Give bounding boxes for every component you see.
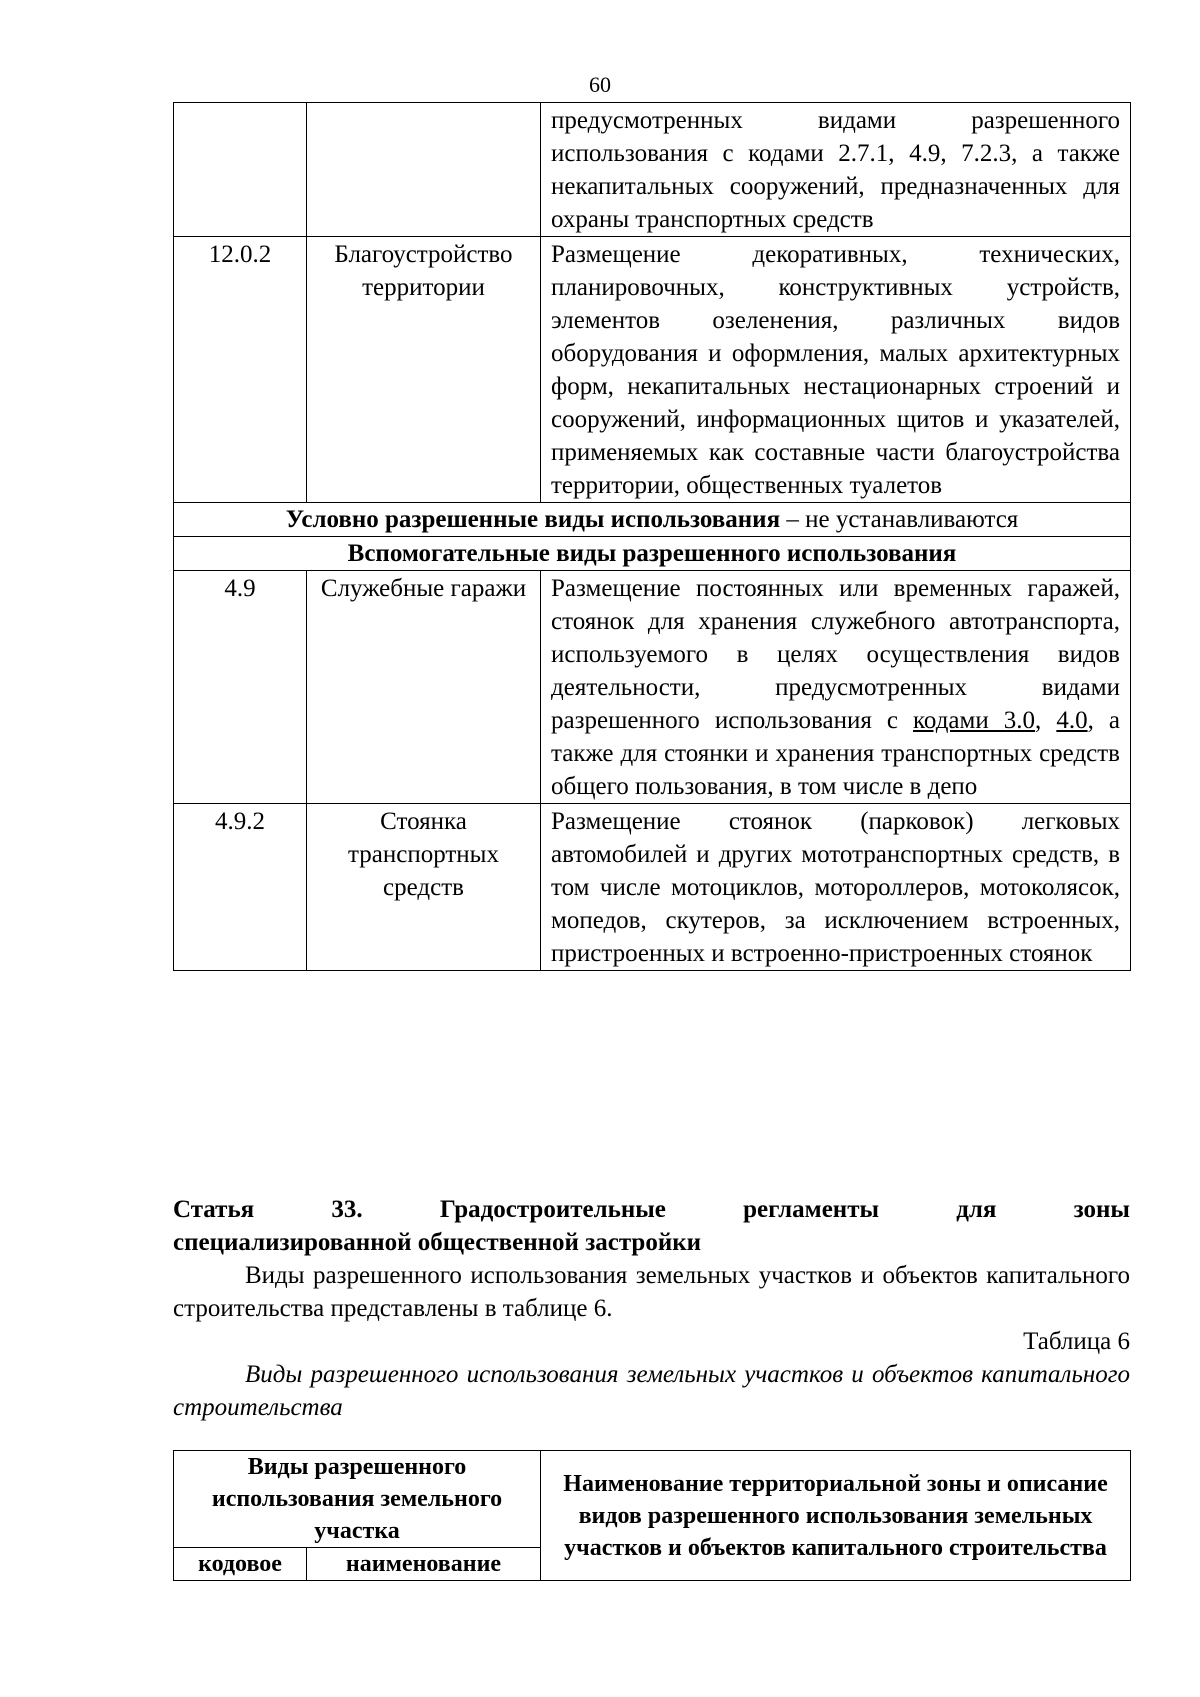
section-row-conditional (174, 503, 1131, 537)
table-row (174, 804, 1131, 971)
description-cell: Размещение стоянок (парковок) легковых автомобилей и других мототранспортных средств, в том числе мотоциклов, мотороллеров, мотоколясок, мопедов, скутеров, за исключением встроенных, пристроенных и встроенно-пристроенных стоянок (541, 804, 1131, 971)
table-row (174, 571, 1131, 804)
code-cell: 4.9.2 (174, 804, 307, 971)
conditional-uses-label: Условно разрешенные виды использования (285, 506, 781, 533)
title-word: зоны (1073, 1196, 1130, 1223)
article-title (173, 1193, 1130, 1259)
name-cell: Стоянка транспортных средств (307, 804, 541, 971)
description-text: , а также для стоянки и хранения транспортных средств общего пользования, в том числе в депо (551, 707, 1120, 800)
description-header-cell: Наименование территориальной зоны и описание видов разрешенного использования земельных участков и объектов капитального строительства (541, 1451, 1131, 1581)
article-title-line2: специализированной общественной застройки (173, 1229, 702, 1256)
title-word: для (956, 1196, 997, 1223)
auxiliary-uses-label: Вспомогательные виды разрешенного использования (174, 537, 1131, 571)
group-header-cell: Виды разрешенного использования земельного участка (174, 1451, 541, 1548)
description-cell: предусмотренных видами разрешенного использования с кодами 2.7.1, 4.9, 7.2.3, а также некапитальных сооружений, предназначенных для охраны транспортных средств (541, 103, 1131, 237)
article-section (173, 1193, 1130, 1424)
code-header-cell: кодовое (174, 1548, 307, 1581)
title-word: 33. (331, 1196, 363, 1223)
header-row (174, 1451, 1131, 1548)
table6-header (173, 1450, 1131, 1581)
conditional-uses-cell (174, 503, 1131, 537)
code-cell: 12.0.2 (174, 237, 307, 503)
name-header-cell: наименование (307, 1548, 541, 1581)
conditional-uses-note: – не устанавливаются (780, 506, 1019, 533)
code-link-4-0[interactable]: 4.0 (1056, 707, 1088, 734)
table-caption: Виды разрешенного использования земельных участков и объектов капитального строительства (173, 1361, 1130, 1421)
description-text: Размещение постоянных или временных гаражей, стоянок для хранения служебного автотранспорта, используемого в целях осуществления видов деятельности, предусмотренных видами разрешенного использования с (551, 575, 1120, 734)
table-row (174, 103, 1131, 237)
page-number: 60 (589, 72, 611, 97)
title-word: регламенты (743, 1196, 880, 1223)
code-link-3-0[interactable]: кодами 3.0 (913, 707, 1036, 734)
description-cell: Размещение декоративных, технических, планировочных, конструктивных устройств, элементов озеленения, различных видов оборудования и оформления, малых архитектурных форм, некапитальных нестационарных строений и сооружений, информационных щитов и указателей, применяемых как составные части благоустройства территории, общественных туалетов (541, 237, 1131, 503)
name-cell: Благоустройство территории (307, 237, 541, 503)
name-cell: Служебные гаражи (307, 571, 541, 804)
title-word: Статья (173, 1196, 255, 1223)
separator-text: , (1035, 707, 1057, 734)
table-label: Таблица 6 (1023, 1328, 1130, 1355)
article-paragraph: Виды разрешенного использования земельных участков и объектов капитального строительства представлены в таблице 6. (173, 1262, 1130, 1322)
land-use-table (173, 102, 1131, 971)
title-word: Градостроительные (439, 1196, 666, 1223)
description-cell (541, 571, 1131, 804)
section-row-auxiliary (174, 537, 1131, 571)
name-cell (307, 103, 541, 237)
code-cell: 4.9 (174, 571, 307, 804)
table-row (174, 237, 1131, 503)
code-cell (174, 103, 307, 237)
